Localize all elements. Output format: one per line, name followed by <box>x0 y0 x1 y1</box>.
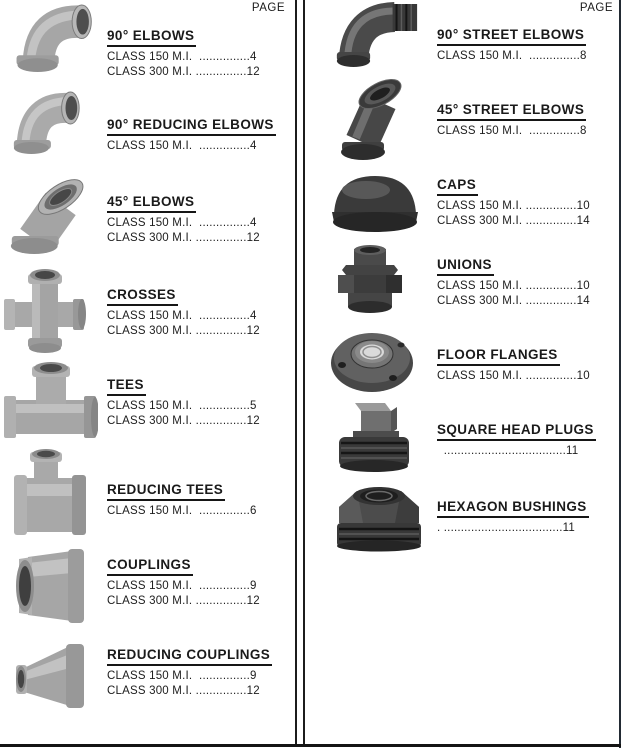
entry-line: CLASS 300 M.I. ...............12 <box>107 232 260 244</box>
entry-line: CLASS 150 M.I. ...............4 <box>107 217 257 229</box>
entry-line: CLASS 300 M.I. ...............12 <box>107 325 260 337</box>
entry-line: CLASS 150 M.I. ...............8 <box>437 125 587 137</box>
elbow-45-image <box>4 178 88 258</box>
entry-line: CLASS 150 M.I. ...............9 <box>107 670 257 682</box>
street-elbow-90-image <box>330 2 422 68</box>
cap-image <box>328 170 422 234</box>
catalog-entry <box>437 498 615 536</box>
entry-line: CLASS 150 M.I. ...............10 <box>437 370 590 382</box>
entry-line: CLASS 300 M.I. ...............14 <box>437 215 590 227</box>
hexagon-bushing-image <box>329 481 429 553</box>
entry-title: TEES <box>107 377 146 396</box>
entry-line: CLASS 300 M.I. ...............12 <box>107 66 260 78</box>
elbow-90-image <box>6 2 98 73</box>
entry-line: CLASS 150 M.I. ...............8 <box>437 50 587 62</box>
entry-title: HEXAGON BUSHINGS <box>437 499 589 518</box>
street-elbow-45-image <box>336 76 410 164</box>
entry-title: 45° ELBOWS <box>107 194 196 213</box>
page-column-header-right: PAGE <box>579 2 613 14</box>
catalog-entry <box>107 27 295 80</box>
entry-title: CROSSES <box>107 287 178 306</box>
catalog-entry <box>107 286 295 339</box>
floor-flange-image <box>329 323 415 395</box>
page-column-header-left: PAGE <box>251 2 285 14</box>
entry-line: CLASS 150 M.I. ...............4 <box>107 310 257 322</box>
catalog-entry <box>437 256 615 309</box>
entry-line: CLASS 300 M.I. ...............12 <box>107 595 260 607</box>
entry-line: CLASS 150 M.I. ...............5 <box>107 400 257 412</box>
catalog-entry <box>107 481 295 519</box>
entry-title: 90° ELBOWS <box>107 28 196 47</box>
reducing-tee-image <box>8 448 90 537</box>
reducing-coupling-image <box>12 638 90 714</box>
column-divider-double-rule <box>295 0 305 746</box>
catalog-entry <box>107 556 295 609</box>
entry-title: 90° REDUCING ELBOWS <box>107 117 276 136</box>
union-image <box>334 243 406 314</box>
catalog-entry <box>437 101 615 139</box>
catalog-entry <box>437 346 615 384</box>
entry-line: CLASS 150 M.I. ...............9 <box>107 580 257 592</box>
entry-title: FLOOR FLANGES <box>437 347 560 366</box>
catalog-entry <box>107 116 295 154</box>
square-head-plug-image <box>333 399 415 473</box>
tee-image <box>2 360 98 442</box>
catalog-entry <box>437 26 615 64</box>
entry-line: CLASS 150 M.I. ...............4 <box>107 140 257 152</box>
entry-line: . ...................................11 <box>437 522 575 534</box>
entry-title: COUPLINGS <box>107 557 193 576</box>
entry-line: CLASS 300 M.I. ...............14 <box>437 295 590 307</box>
entry-line: CLASS 300 M.I. ...............12 <box>107 415 260 427</box>
entry-title: UNIONS <box>437 257 494 276</box>
entry-line: CLASS 150 M.I. ...............4 <box>107 51 257 63</box>
entry-title: CAPS <box>437 177 478 196</box>
catalog-entry <box>437 176 615 229</box>
catalog-entry <box>107 646 295 699</box>
entry-title: REDUCING TEES <box>107 482 225 501</box>
entry-title: REDUCING COUPLINGS <box>107 647 272 666</box>
catalog-entry <box>107 193 295 246</box>
catalog-entry <box>107 376 295 429</box>
entry-line: CLASS 300 M.I. ...............12 <box>107 685 260 697</box>
entry-title: 45° STREET ELBOWS <box>437 102 586 121</box>
entry-line: ....................................11 <box>437 445 579 457</box>
elbow-90-reducing-image <box>8 86 86 158</box>
cross-image <box>2 266 86 358</box>
right-edge-rule <box>619 0 621 748</box>
entry-line: CLASS 150 M.I. ...............10 <box>437 280 590 292</box>
entry-title: 90° STREET ELBOWS <box>437 27 586 46</box>
catalog-entry <box>437 421 615 459</box>
entry-line: CLASS 150 M.I. ...............10 <box>437 200 590 212</box>
entry-title: SQUARE HEAD PLUGS <box>437 422 596 441</box>
coupling-image <box>10 541 88 631</box>
entry-line: CLASS 150 M.I. ...............6 <box>107 505 257 517</box>
bottom-rule <box>0 744 621 747</box>
